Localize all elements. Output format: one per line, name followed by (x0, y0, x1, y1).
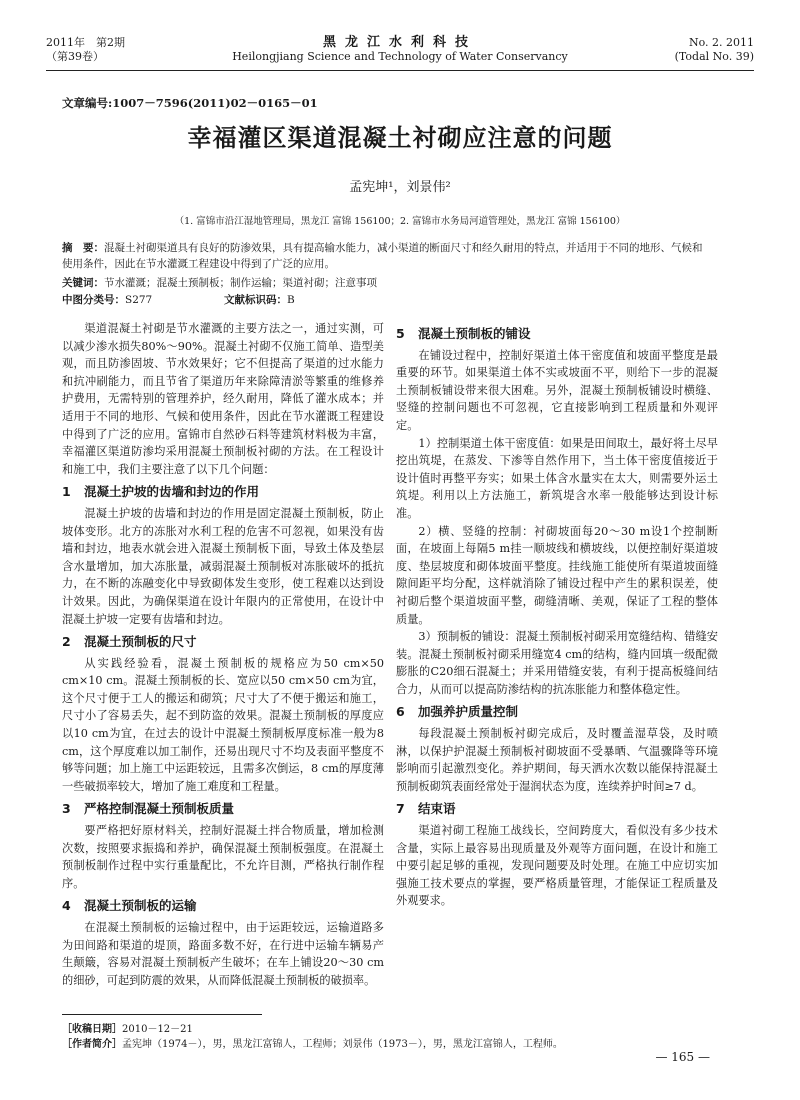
section-heading: 7 结束语 (396, 801, 456, 817)
column-right (396, 320, 718, 910)
section-heading: 1 混凝土护坡的齿墙和封边的作用 (62, 484, 260, 500)
section-heading: 4 混凝土预制板的运输 (62, 898, 197, 914)
footnotes (62, 1022, 563, 1052)
intro-paragraph: 渠道混凝土衬砌是节水灌溉的主要方法之一，通过实测，可以减少渗水损失80%～90%。混凝土衬砌不仅施工简单、造型美观，而且防渗固坡、节水效果好；它不但提高了渠道的过水能力和抗冲刷能力，而且节省了渠道历年来除障清淤等繁重的维修养护费用，无需特别的管理养护，经久耐用，降低了灌水成本；并适用于不同的地形、气候和使用条件，因此在节水灌溉工程建设中得到了广泛的应用。富锦市自然砂石料等建筑材料极为丰富，幸福灌区渠道防渗均采用混凝土预制板衬砌的方法。在工程设计和施工中，我们主要注意了以下几个问题： (62, 322, 384, 476)
total-number: (Todal No. 39) (674, 50, 754, 63)
article-number: 文章编号:1007－7596(2011)02－0165－01 (62, 96, 318, 110)
section-heading: 3 严格控制混凝土预制板质量 (62, 801, 235, 817)
running-header-right (675, 36, 754, 64)
received-date: ［收稿日期］2010－12－21 (62, 1024, 193, 1035)
abstract-label: 摘 要： (62, 242, 104, 254)
section-heading: 5 混凝土预制板的铺设 (396, 326, 531, 341)
body-paragraph: 在混凝土预制板的运输过程中，由于运距较远，运输道路多为田间路和渠道的堤顶，路面多数不好，在行进中运输车辆易产生颠簸，容易对混凝土预制板产生破坏；在车上铺设20～30 cm的细砂，可起到防震的效果，从而降低混凝土预制板的破损率。 (62, 921, 384, 987)
document-code (224, 292, 295, 307)
page-number: — 165 — (655, 1050, 710, 1064)
abstract (62, 240, 712, 272)
clc-value: S277 (125, 294, 153, 306)
body-paragraph: 在铺设过程中，控制好渠道土体干密度值和坡面平整度是最重要的环节。如果渠道土体不实或坡面不平，则给下一步的混凝土预制板铺设带来很大困难。另外，混凝土预制板铺设时横缝、竖缝的控制问题也不可忽视，它直接影响到工程质量和外观评定。 (396, 348, 718, 432)
body-paragraph: 从实践经验看，混凝土预制板的规格应为50 cm×50 cm×10 cm。混凝土预制板的长、宽应以50 cm×50 cm为宜，这个尺寸便于工人的搬运和砌筑；尺寸大了不便于搬运和施工，尺寸小了容易丢失，起不到防盗的效果。混凝土预制板的厚度应以10 cm为宜，在过去的设计中混凝土预制板厚度标准一般为8 cm，这个厚度难以加工制作，还易出现尺寸不均及表面平整度不够等问题；加上施工中运距较远，且需多次倒运，8 cm的厚度薄一些破损率较大，增加了施工难度和工程量。 (62, 656, 384, 793)
doc-code-value: B (287, 294, 295, 306)
keywords (62, 275, 377, 290)
doc-code-label: 文献标识码： (224, 294, 287, 306)
footnote-rule (62, 1014, 262, 1015)
body-paragraph: 混凝土护坡的齿墙和封边的作用是固定混凝土预制板，防止坡体变形。北方的冻胀对水利工程的危害不可忽视，如果没有齿墙和封边，地表水就会进入混凝土预制板下面，导致土体及垫层含水量增加，加大冻胀量，减弱混凝土预制板对冻胀破坏的抵抗力，在不断的冻融变化中导致砌体发生变形，使工程难以达到设计效果。因此，为确保渠道在设计年限内的正常使用，在设计中混凝土护坡一定要有齿墙和封边。 (62, 506, 384, 626)
body-paragraph: 要严格把好原材料关，控制好混凝土拌合物质量，增加检测次数，按照要求振捣和养护，确保混凝土预制板强度。在混凝土预制板制作过程中实行重量配比，不允许目测，严格执行制作程序。 (62, 824, 384, 890)
issue-label: 2011年 第2期 (46, 36, 125, 49)
section-heading: 6 加强养护质量控制 (396, 704, 519, 720)
abstract-text: 混凝土衬砌渠道具有良好的防渗效果，具有提高输水能力，减小渠道的断面尺寸和经久耐用的特点，并适用于不同的地形、气候和使用条件，因此在节水灌溉工程建设中得到了广泛的应用。 (62, 242, 703, 270)
column-left (62, 320, 384, 989)
body-paragraph: 2）横、竖缝的控制：衬砌坡面每20～30 m设1个控制断面，在坡面上每隔5 m挂一顺坡线和横坡线，以便控制好渠道坡度、垫层坡度和砌体坡面平整度。挂线施工能使所有渠道坡面缝隙间距平均分配，这样就消除了铺设过程中产生的累积误差，使衬砌后整个渠道坡面平整，砌缝清晰、美观，保证了工程的整体质量。 (396, 524, 718, 626)
section-heading: 2 混凝土预制板的尺寸 (62, 634, 197, 650)
journal-name-cn: 黑龙江水利科技 (322, 35, 477, 50)
author-bio: ［作者简介］孟宪坤（1974－），男，黑龙江富锦人，工程师；刘景伟（1973－），男，黑龙江富锦人，工程师。 (62, 1039, 563, 1050)
authors: 孟宪坤¹，刘景伟² (349, 180, 451, 195)
body-paragraph: 渠道衬砌工程施工战线长，空间跨度大，看似没有多少技术含量，实际上最容易出现质量及外观等方面问题，在设计和施工中要引起足够的重视，发现问题要及时处理。在施工中应切实加强施工技术要点的掌握，要严格质量管理，才能保证工程质量及外观要求。 (396, 824, 718, 908)
header-rule (46, 70, 754, 71)
body-paragraph: 1）控制渠道土体干密度值：如果是田间取土，最好将土尽早挖出筑堤，在蒸发、下渗等自然作用下，当土体干密度值接近于设计值时再整平夯实；如果土体含水量实在太大，则需要外运土筑堤。利用以上方法施工，新筑堤含水率一般能够达到设计标准。 (396, 436, 718, 520)
body-paragraph: 每段混凝土预制板衬砌完成后，及时覆盖湿草袋，及时喷淋，以保护护混凝土预制板衬砌坡面不受暴晒、气温骤降等环境影响而引起激烈变化。养护期间，每天洒水次数以能保持混凝土预制板砌筑表面经常处于湿润状态为度，连续养护时间≥7 d。 (396, 727, 718, 793)
journal-name-en: Heilongjiang Science and Technology of Water Conservancy (232, 50, 568, 63)
keywords-text: 节水灌溉；混凝土预制板；制作运输；渠道衬砌；注意事项 (104, 277, 377, 289)
issue-number: No. 2. 2011 (688, 36, 754, 49)
body-paragraph: 3）预制板的铺设：混凝土预制板衬砌采用宽缝结构、错缝安装。混凝土预制板衬砌采用缝宽4 cm的结构，缝内回填一级配微膨胀的C20细石混凝土；并采用错缝安装，有利于提高板缝间结合力，从而可以提高防渗结构的抗冻胀能力和整体稳定性。 (396, 630, 718, 696)
keywords-label: 关键词： (62, 277, 104, 289)
clc-label: 中图分类号： (62, 294, 125, 306)
affiliations: （1. 富锦市沿江湿地管理局，黑龙江 富锦 156100；2. 富锦市水务局河道管理处，黑龙江 富锦 156100） (174, 216, 626, 227)
volume-label: （第39卷） (46, 50, 104, 63)
paper-title: 幸福灌区渠道混凝土衬砌应注意的问题 (187, 124, 613, 152)
classification-line (62, 292, 462, 307)
